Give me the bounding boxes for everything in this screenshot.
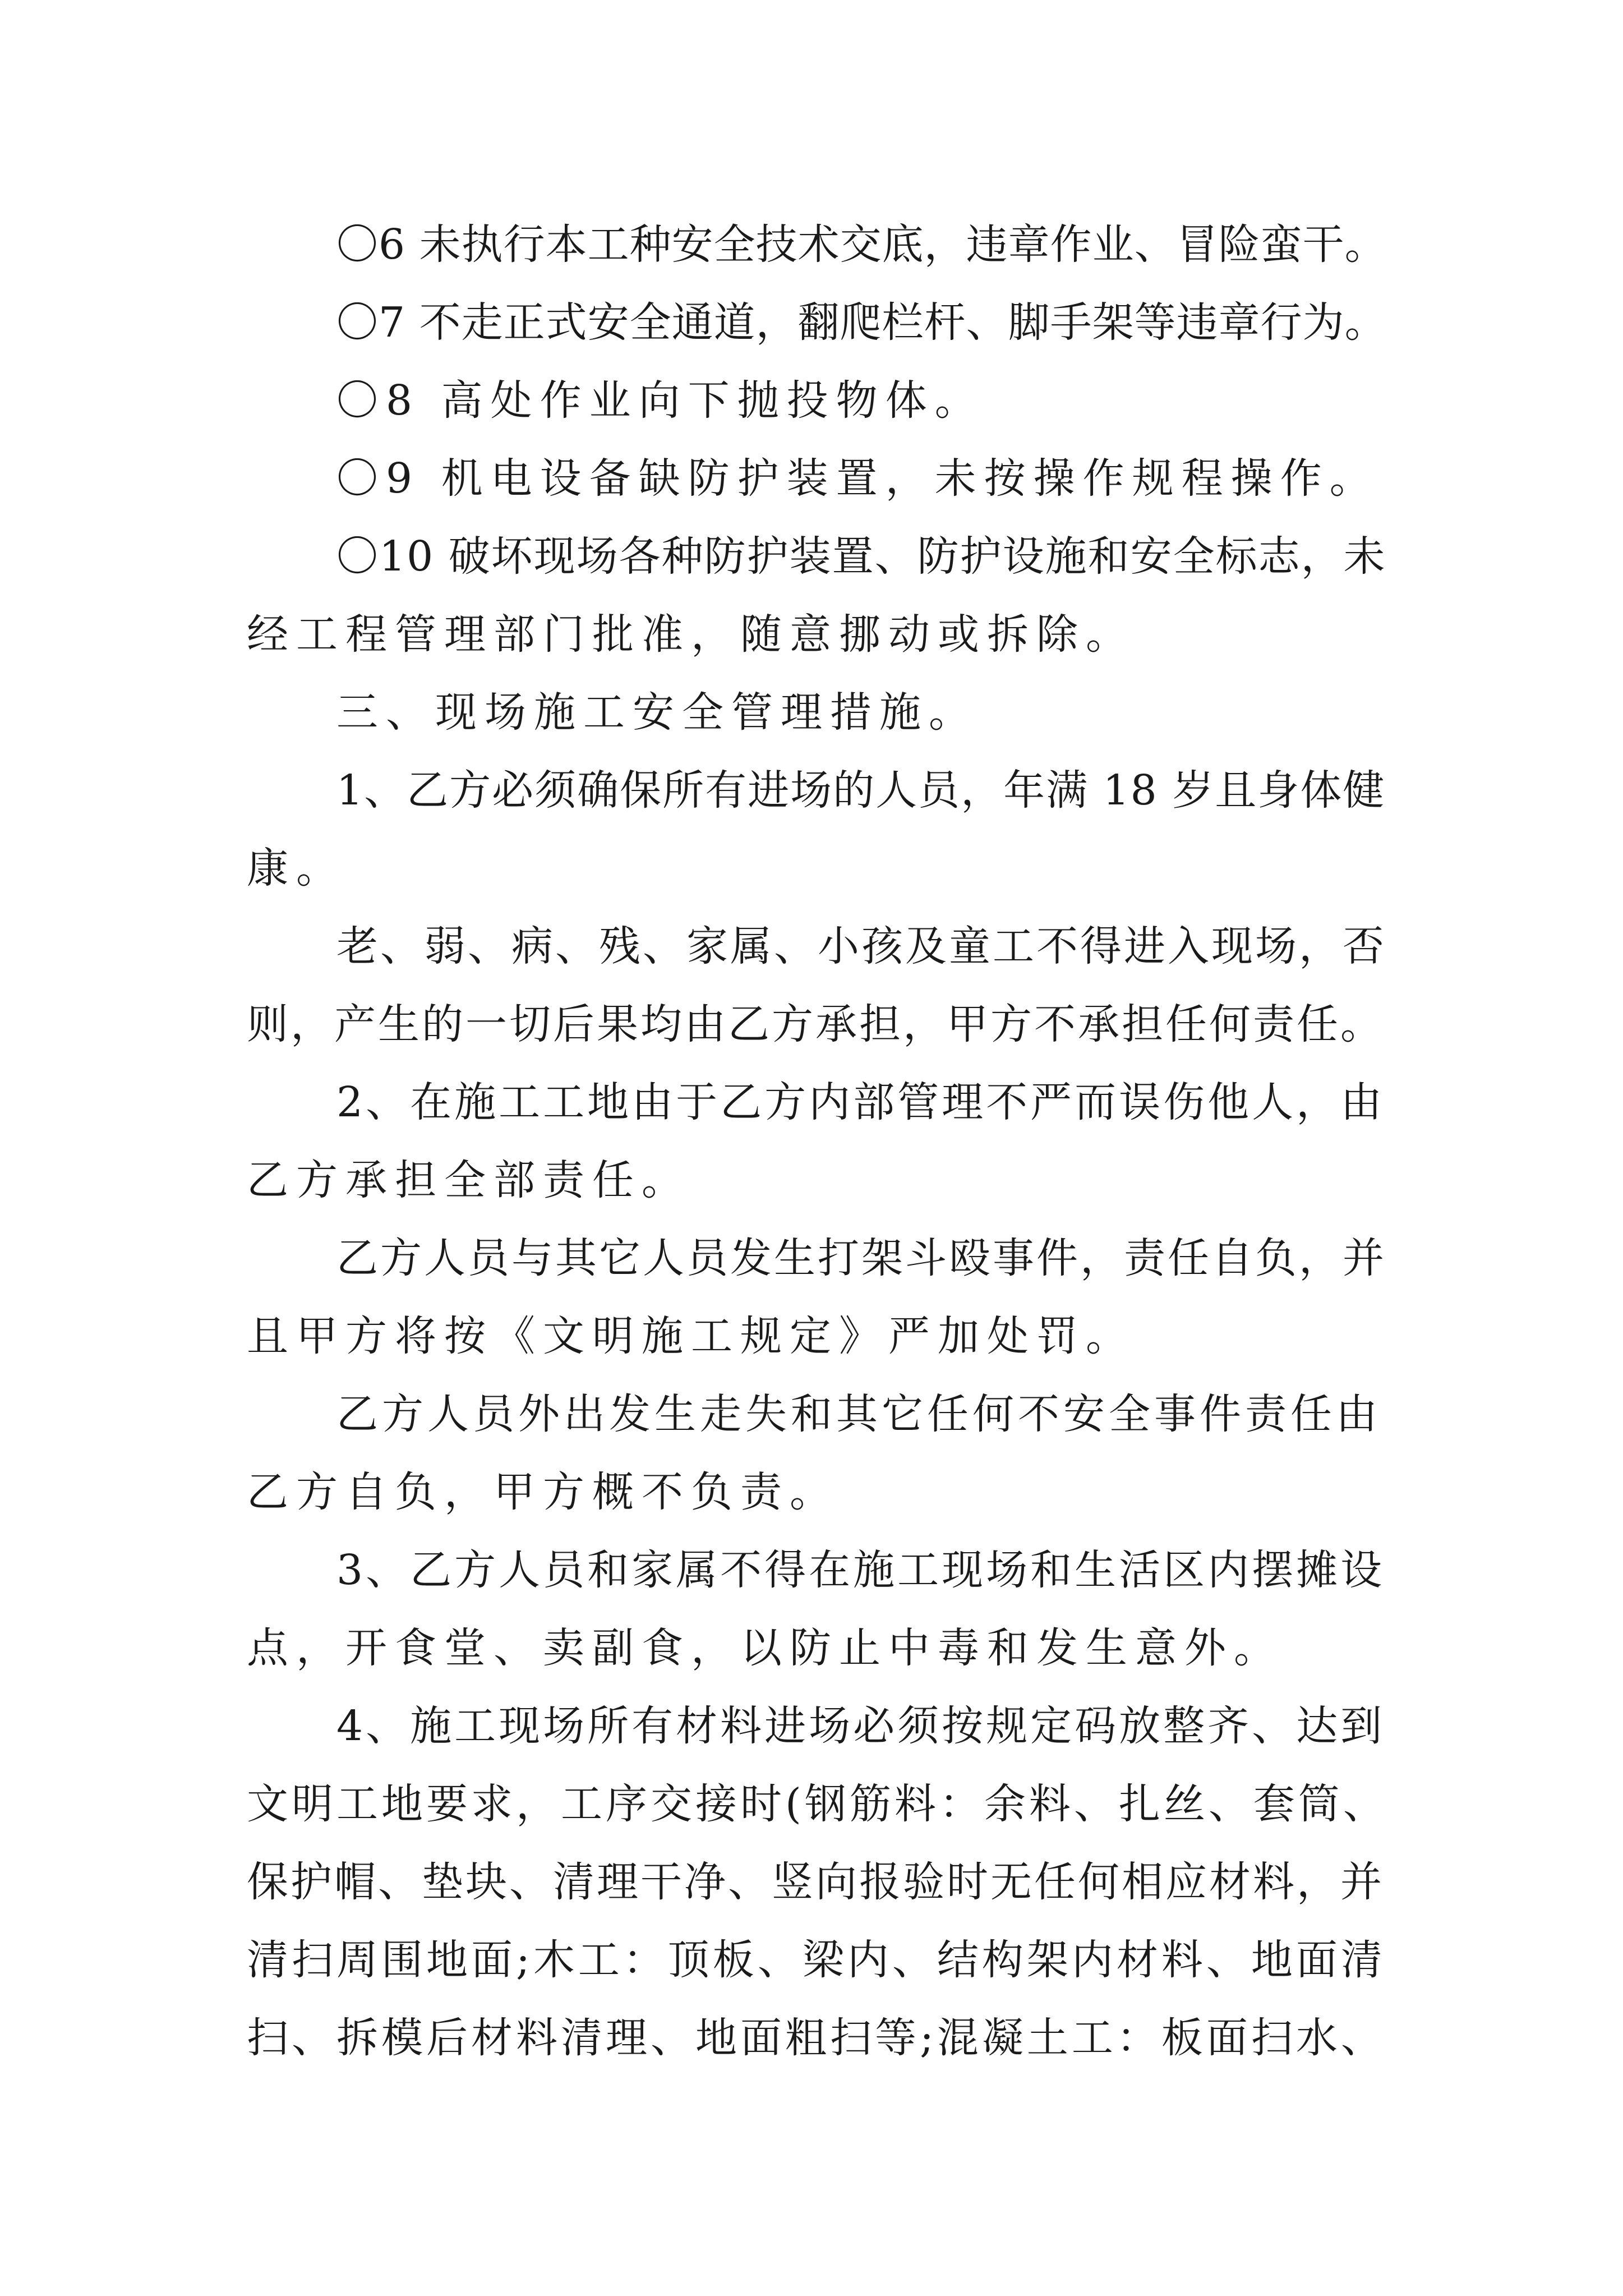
paragraph-4-line-4: 清扫周围地面;木工：顶板、梁内、结构架内材料、地面清 (247, 1936, 1386, 1984)
paragraph-item-10: 〇10 破坏现场各种防护装置、防护设施和安全标志，未 (336, 532, 1386, 581)
paragraph-item-8: 〇8 高处作业向下抛投物体。 (336, 376, 984, 425)
paragraph-1b-cont: 则，产生的一切后果均由乙方承担，甲方不承担任何责任。 (247, 1000, 1384, 1048)
paragraph-2c-cont: 乙方自负，甲方概不负责。 (247, 1468, 839, 1516)
paragraph-4-line-3: 保护帽、垫块、清理干净、竖向报验时无任何相应材料，并 (247, 1858, 1384, 1906)
paragraph-item-9: 〇9 机电设备缺防护装置，未按操作规程操作。 (336, 454, 1379, 503)
paragraph-4-line-5: 扫、拆模后材料清理、地面粗扫等;混凝土工：板面扫水、 (247, 2014, 1386, 2062)
paragraph-4: 4、施工现场所有材料进场必须按规定码放整齐、达到 (336, 1702, 1385, 1750)
paragraph-2b: 乙方人员与其它人员发生打架斗殴事件，责任自负，并 (336, 1234, 1386, 1282)
paragraph-1: 1、乙方必须确保所有进场的人员，年满 18 岁且身体健 (336, 766, 1386, 815)
paragraph-2: 2、在施工工地由于乙方内部管理不严而误伤他人，由 (336, 1078, 1385, 1126)
section-heading-3: 三、现场施工安全管理措施。 (336, 688, 978, 737)
paragraph-1-cont: 康。 (247, 844, 345, 892)
paragraph-3: 3、乙方人员和家属不得在施工现场和生活区内摆摊设 (336, 1546, 1385, 1594)
paragraph-item-10-cont: 经工程管理部门批准，随意挪动或拆除。 (247, 610, 1135, 659)
paragraph-item-7: 〇7 不走正式安全通道，翻爬栏杆、脚手架等违章行为。 (336, 298, 1387, 347)
paragraph-2-cont: 乙方承担全部责任。 (247, 1156, 691, 1204)
paragraph-item-6: 〇6 未执行本工种安全技术交底，违章作业、冒险蛮干。 (336, 220, 1387, 269)
paragraph-4-line-2: 文明工地要求，工序交接时(钢筋料：余料、扎丝、套筒、 (247, 1780, 1388, 1828)
paragraph-2c: 乙方人员外出发生走失和其它任何不安全事件责任由 (336, 1390, 1381, 1438)
paragraph-2b-cont: 且甲方将按《文明施工规定》严加处罚。 (247, 1312, 1135, 1360)
paragraph-3-cont: 点，开食堂、卖副食，以防止中毒和发生意外。 (247, 1624, 1283, 1672)
paragraph-1b: 老、弱、病、残、家属、小孩及童工不得进入现场，否 (336, 922, 1386, 970)
